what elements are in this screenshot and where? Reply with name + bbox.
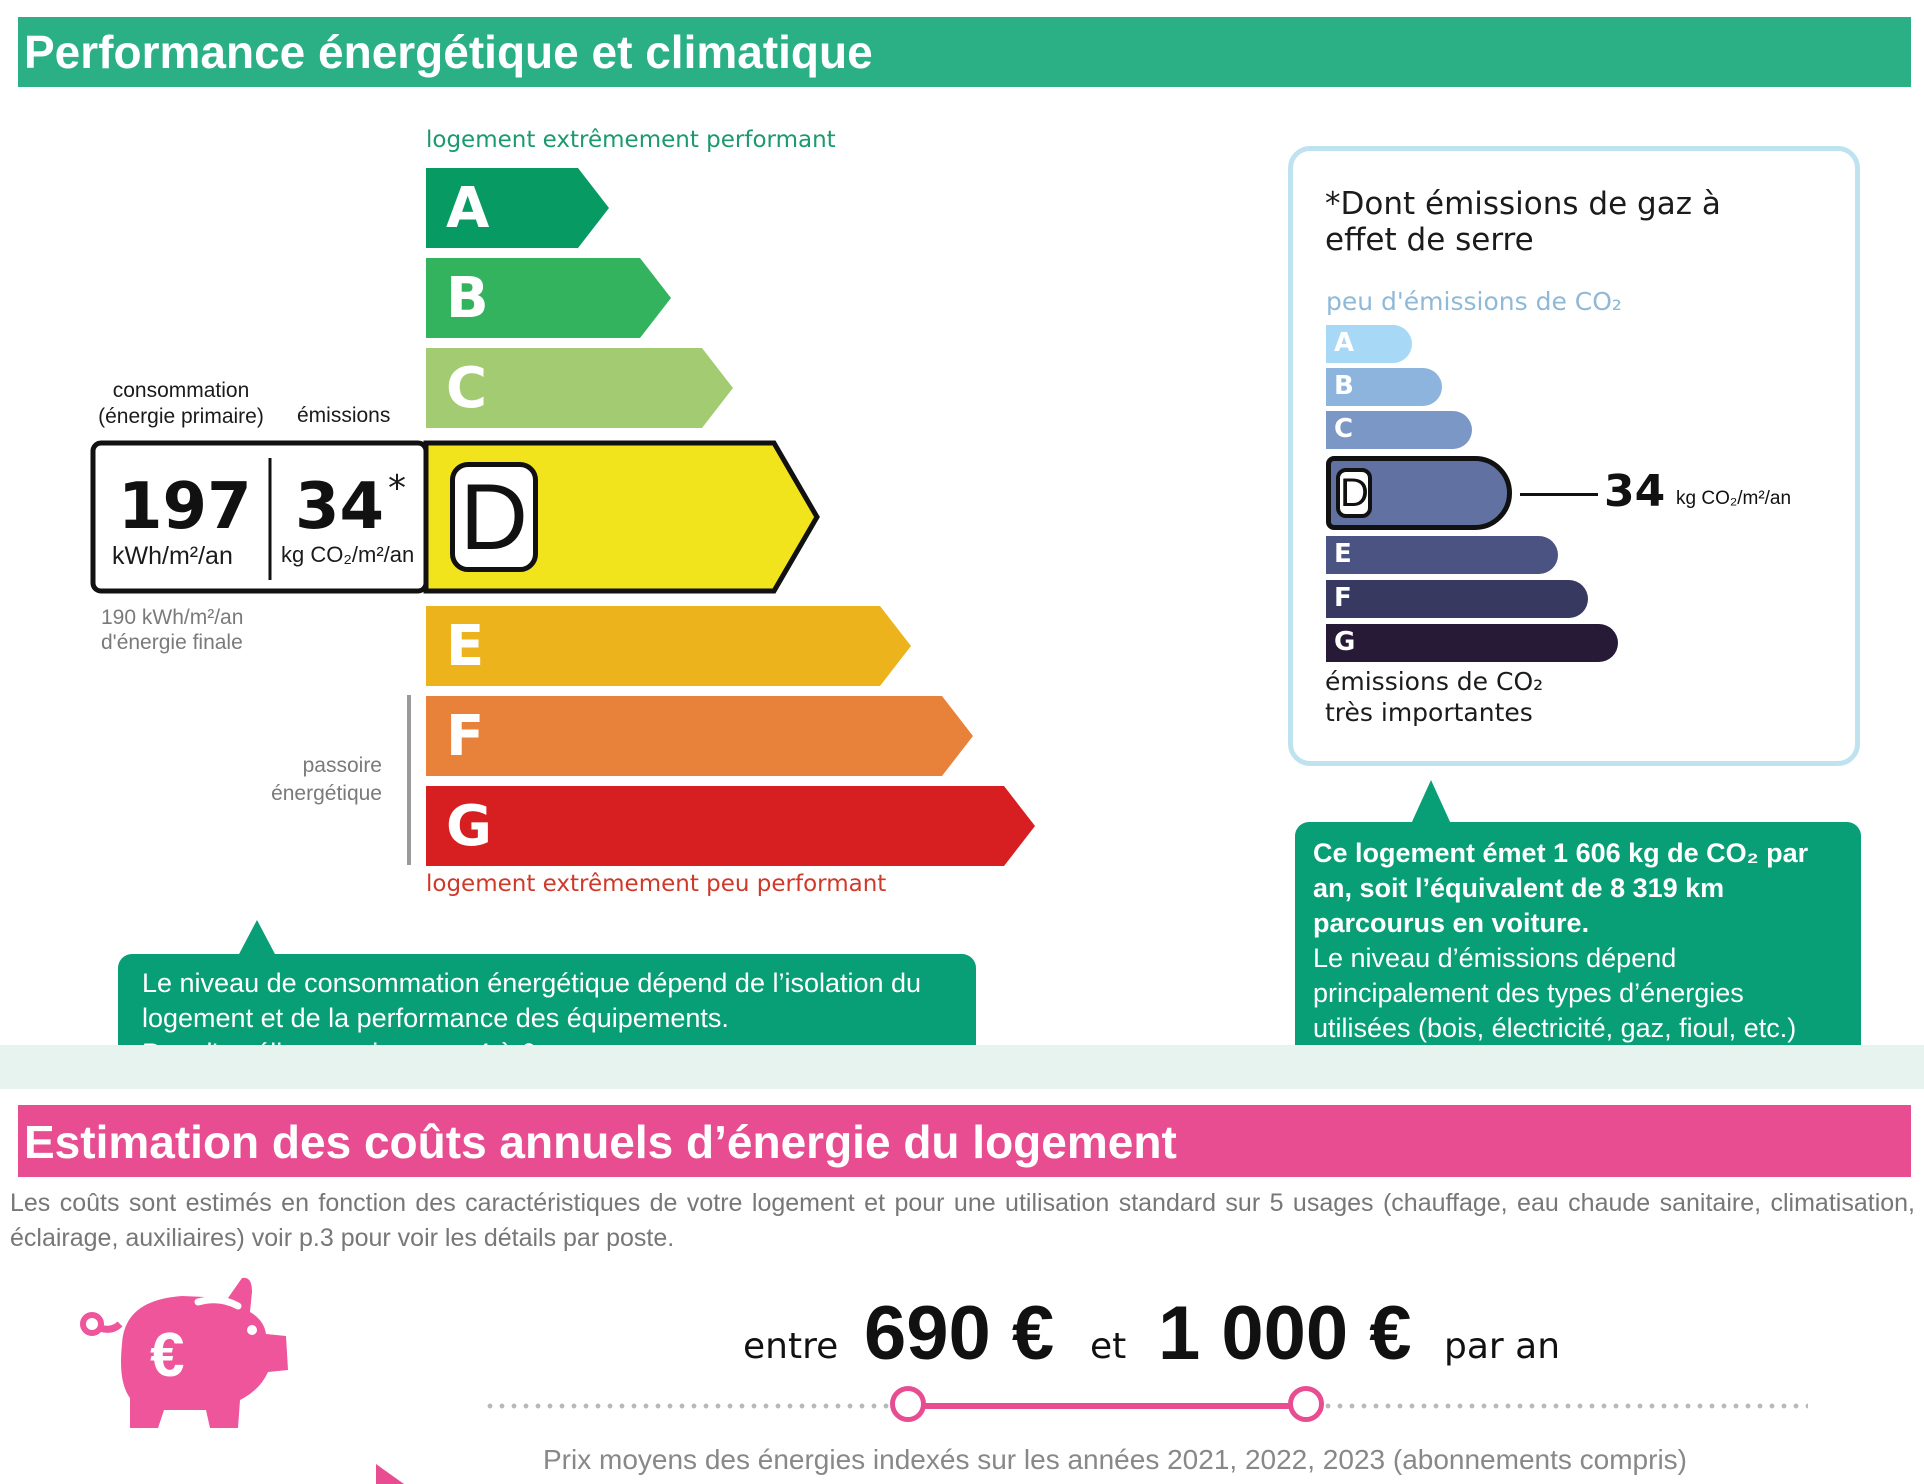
range-max-marker: [1288, 1386, 1324, 1422]
ges-value: 34: [1604, 466, 1666, 517]
energy-performance-header: Performance énergétique et climatique: [18, 17, 1911, 87]
bottom-scale-label: logement extrêmement peu performant: [426, 871, 887, 897]
energy-class-bar-g: [426, 786, 1035, 866]
euro-icon: €: [150, 1321, 185, 1390]
energy-class-letter: B: [446, 266, 489, 331]
ges-callout-text: Le niveau d’émissions dépend principalement des types d’énergies utilisées (bois, électricité, gaz, fioul, etc.): [1313, 943, 1797, 1043]
passoire-bracket: [407, 695, 411, 865]
emissions-asterisk: *: [388, 468, 406, 509]
consumption-value: 197: [118, 470, 252, 544]
cost-per-year: par an: [1444, 1326, 1561, 1367]
section-divider-band: [0, 1045, 1924, 1089]
range-dots-left: [484, 1403, 894, 1409]
range-bar: [908, 1403, 1304, 1409]
consumption-label: consommation (énergie primaire): [98, 379, 264, 428]
ges-top-label: peu d'émissions de CO₂: [1326, 287, 1622, 316]
ges-class-letter: E: [1334, 539, 1352, 569]
ges-unit: kg CO₂/m²/an: [1676, 488, 1792, 509]
ges-class-letter: F: [1334, 583, 1352, 613]
passoire-label: passoire énergétique: [271, 754, 382, 805]
energy-class-letter: E: [446, 614, 485, 679]
range-min-marker: [890, 1386, 926, 1422]
emissions-unit: kg CO₂/m²/an: [281, 542, 415, 567]
ges-class-bar-c: [1326, 411, 1472, 449]
energy-class-letter: G: [446, 794, 492, 859]
cost-entre: entre: [743, 1326, 839, 1367]
section-divider-white: [0, 1089, 1924, 1103]
ges-value-line: [1520, 493, 1598, 496]
ges-class-bar-f: [1326, 580, 1588, 618]
consumption-callout-text: Le niveau de consommation énergétique dépend de l’isolation du logement et de la performance des équipements.: [142, 968, 922, 1033]
ges-class-bar-e: [1326, 536, 1558, 574]
ges-class-letter: B: [1334, 371, 1354, 401]
energy-class-bar-e: [426, 606, 911, 686]
ges-current-class-box: D: [1336, 468, 1372, 518]
emissions-label: émissions: [297, 404, 391, 427]
ges-class-bar-g: [1326, 624, 1618, 662]
annual-costs-header: Estimation des coûts annuels d’énergie du logement: [18, 1105, 1911, 1177]
consumption-unit: kWh/m²/an: [112, 542, 233, 570]
ges-class-bar-b: [1326, 368, 1442, 406]
final-energy-value: 190 kWh/m²/an: [101, 606, 244, 629]
piggy-bank-icon: [78, 1272, 292, 1430]
range-dots-right: [1322, 1403, 1808, 1409]
current-energy-class-letter: D: [460, 464, 528, 569]
callout-pointer: [238, 920, 276, 956]
ges-title-asterisk: *: [1325, 186, 1341, 222]
ges-class-letter: C: [1334, 414, 1354, 444]
energy-class-letter: A: [446, 176, 490, 241]
energy-class-bar-a: [426, 168, 609, 248]
final-energy-label: d'énergie finale: [101, 631, 243, 654]
costs-description: Les coûts sont estimés en fonction des caractéristiques de votre logement et pour une utilisation standard sur 5 usages (chauffage, eau chaude sanitaire, climatisation, éclairage, auxiliaires) voir p.3 pour voir les détails par poste.: [10, 1189, 1915, 1252]
energy-class-bar-b: [426, 258, 671, 338]
ges-title-text: Dont émissions de gaz à effet de serre: [1325, 186, 1721, 258]
top-scale-label: logement extrêmement performant: [426, 127, 836, 153]
energy-class-bar-c: [426, 348, 733, 428]
energy-class-bar-f: [426, 696, 973, 776]
pointer-arrow-icon: [376, 1464, 404, 1484]
cost-min: 690 €: [864, 1291, 1055, 1376]
cost-et: et: [1090, 1326, 1127, 1367]
cost-footnote: Prix moyens des énergies indexés sur les années 2021, 2022, 2023 (abonnements compris): [543, 1444, 1687, 1475]
energy-class-letter: F: [446, 704, 485, 769]
emissions-value: 34: [295, 470, 385, 544]
cost-max: 1 000 €: [1158, 1291, 1412, 1376]
ges-class-letter: G: [1334, 627, 1356, 657]
ges-bottom-label: émissions de CO₂ très importantes: [1325, 667, 1544, 727]
energy-class-letter: C: [446, 356, 488, 421]
ges-callout-pointer: [1411, 780, 1451, 824]
ges-title: [1325, 186, 1745, 258]
ges-class-bar-a: [1326, 325, 1412, 363]
ges-callout-bold: Ce logement émet 1 606 kg de CO₂ par an, soit l’équivalent de 8 319 km parcourus en voiture.: [1313, 838, 1809, 938]
ges-class-letter: A: [1334, 328, 1355, 358]
